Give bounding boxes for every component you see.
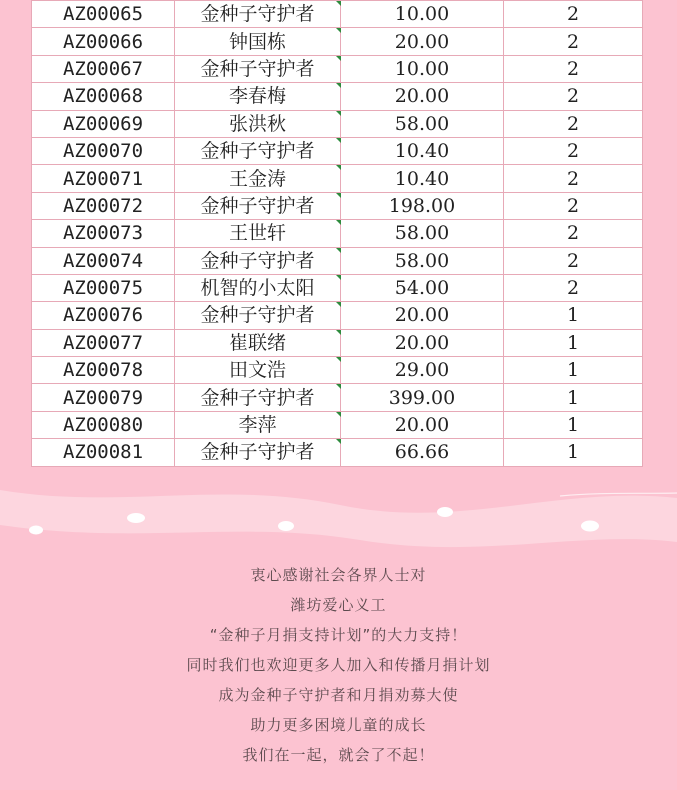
donor-id-cell[interactable] — [32, 247, 175, 274]
count-cell[interactable] — [504, 274, 643, 301]
donor-name-cell-text: 金种子守护者 — [200, 57, 315, 80]
amount-cell-text: 29.00 — [394, 359, 450, 382]
donor-name-cell-text: 王金涛 — [228, 167, 286, 190]
amount-cell[interactable] — [341, 274, 504, 301]
thanks-line-6: 助力更多困境儿童的成长 — [250, 716, 427, 734]
amount-cell[interactable] — [341, 220, 504, 247]
amount-cell-text: 198.00 — [388, 194, 456, 217]
count-cell-text: 2 — [566, 3, 580, 26]
donor-name-cell[interactable] — [175, 247, 341, 274]
table-row — [32, 192, 643, 219]
donor-id-cell[interactable] — [32, 137, 175, 164]
amount-cell-text: 10.00 — [394, 3, 450, 26]
count-cell[interactable] — [504, 439, 643, 466]
count-cell-text: 2 — [566, 85, 580, 108]
donor-id-cell[interactable] — [32, 274, 175, 301]
donor-name-cell[interactable] — [175, 192, 341, 219]
donor-name-cell[interactable] — [175, 165, 341, 192]
sparkle-line — [560, 493, 677, 496]
donor-name-cell[interactable] — [175, 439, 341, 466]
count-cell[interactable] — [504, 411, 643, 438]
amount-cell-text: 66.66 — [394, 441, 450, 464]
thanks-line-1: 衷心感谢社会各界人士对 — [250, 566, 427, 584]
donor-id-cell[interactable] — [32, 411, 175, 438]
donor-name-cell[interactable] — [175, 357, 341, 384]
donor-name-cell-text: 机智的小太阳 — [200, 277, 315, 300]
donor-name-cell[interactable] — [175, 28, 341, 55]
table-row — [32, 357, 643, 384]
donor-name-cell-text: 金种子守护者 — [200, 140, 315, 163]
count-cell[interactable] — [504, 247, 643, 274]
table-row — [32, 55, 643, 82]
donor-id-cell[interactable] — [32, 1, 175, 28]
amount-cell-text: 20.00 — [394, 331, 450, 354]
donor-name-cell[interactable] — [175, 55, 341, 82]
donor-name-cell-text: 金种子守护者 — [200, 441, 315, 464]
donor-name-cell-text: 金种子守护者 — [200, 386, 315, 409]
donor-id-cell-text: AZ00067 — [62, 57, 144, 80]
donor-id-cell-text: AZ00076 — [62, 304, 144, 327]
table-row — [32, 83, 643, 110]
donor-name-cell-text: 金种子守护者 — [200, 249, 315, 272]
donor-id-cell-text: AZ00080 — [62, 414, 144, 437]
donor-name-cell[interactable] — [175, 137, 341, 164]
donor-id-cell[interactable] — [32, 192, 175, 219]
count-cell[interactable] — [504, 28, 643, 55]
amount-cell[interactable] — [341, 110, 504, 137]
donor-name-cell-text: 崔联绪 — [228, 331, 286, 354]
donor-name-cell[interactable] — [175, 1, 341, 28]
amount-cell[interactable] — [341, 55, 504, 82]
donor-name-cell[interactable] — [175, 329, 341, 356]
dot-1 — [29, 526, 43, 535]
table-row — [32, 220, 643, 247]
donor-id-cell[interactable] — [32, 439, 175, 466]
count-cell-text: 1 — [566, 386, 580, 409]
dot-2 — [127, 513, 145, 523]
thanks-line-3: “金种子月捐支持计划”的大力支持！ — [209, 626, 468, 644]
amount-cell[interactable] — [341, 192, 504, 219]
amount-cell-text: 54.00 — [394, 277, 450, 300]
amount-cell-text: 20.00 — [394, 414, 450, 437]
amount-cell[interactable] — [341, 329, 504, 356]
donor-id-cell-text: AZ00078 — [62, 359, 144, 382]
donor-id-cell-text: AZ00075 — [62, 277, 144, 300]
count-cell-text: 2 — [566, 194, 580, 217]
amount-cell[interactable] — [341, 302, 504, 329]
count-cell-text: 1 — [566, 331, 580, 354]
donor-id-cell-text: AZ00077 — [62, 331, 144, 354]
table-row — [32, 439, 643, 466]
dot-3 — [278, 521, 294, 531]
count-cell-text: 2 — [566, 249, 580, 272]
donor-name-cell[interactable] — [175, 302, 341, 329]
count-cell[interactable] — [504, 302, 643, 329]
count-cell-text: 2 — [566, 112, 580, 135]
donor-id-cell-text: AZ00070 — [62, 140, 144, 163]
amount-cell-text: 58.00 — [394, 249, 450, 272]
donor-id-cell[interactable] — [32, 110, 175, 137]
donor-id-cell[interactable] — [32, 165, 175, 192]
donor-id-cell-text: AZ00065 — [62, 3, 144, 26]
thanks-line-7: 我们在一起，就会了不起！ — [242, 746, 435, 764]
thanks-line-2: 潍坊爱心义工 — [290, 596, 387, 614]
donor-name-cell[interactable] — [175, 411, 341, 438]
donor-id-cell-text: AZ00072 — [62, 194, 144, 217]
amount-cell[interactable] — [341, 137, 504, 164]
donor-id-cell[interactable] — [32, 28, 175, 55]
dot-5 — [581, 521, 599, 532]
amount-cell[interactable] — [341, 165, 504, 192]
count-cell-text: 2 — [566, 30, 580, 53]
amount-cell-text: 20.00 — [394, 304, 450, 327]
count-cell-text: 2 — [566, 167, 580, 190]
count-cell-text: 1 — [566, 414, 580, 437]
amount-cell-text: 10.40 — [394, 167, 450, 190]
count-cell[interactable] — [504, 110, 643, 137]
donor-name-cell-text: 李萍 — [238, 414, 277, 437]
count-cell-text: 2 — [566, 57, 580, 80]
amount-cell[interactable] — [341, 1, 504, 28]
donor-id-cell-text: AZ00071 — [62, 167, 144, 190]
table-row — [32, 302, 643, 329]
amount-cell-text: 20.00 — [394, 85, 450, 108]
table-row — [32, 384, 643, 411]
donor-id-cell-text: AZ00079 — [62, 386, 144, 409]
donor-name-cell-text: 田文浩 — [228, 359, 286, 382]
donor-name-cell-text: 王世轩 — [228, 222, 286, 245]
amount-cell[interactable] — [341, 439, 504, 466]
donor-name-cell-text: 金种子守护者 — [200, 304, 315, 327]
table-row — [32, 137, 643, 164]
count-cell[interactable] — [504, 137, 643, 164]
table-row — [32, 28, 643, 55]
count-cell-text: 1 — [566, 441, 580, 464]
table-row — [32, 329, 643, 356]
amount-cell-text: 10.00 — [394, 57, 450, 80]
count-cell[interactable] — [504, 384, 643, 411]
thanks-message — [0, 560, 677, 770]
count-cell-text: 1 — [566, 359, 580, 382]
count-cell-text: 2 — [566, 222, 580, 245]
donor-id-cell-text: AZ00066 — [62, 30, 144, 53]
count-cell-text: 2 — [566, 140, 580, 163]
amount-cell[interactable] — [341, 83, 504, 110]
count-cell[interactable] — [504, 83, 643, 110]
thanks-line-5: 成为金种子守护者和月捐劝募大使 — [218, 686, 459, 704]
donor-name-cell[interactable] — [175, 220, 341, 247]
amount-cell[interactable] — [341, 384, 504, 411]
donor-name-cell-text: 金种子守护者 — [200, 3, 315, 26]
count-cell[interactable] — [504, 192, 643, 219]
count-cell-text: 1 — [566, 304, 580, 327]
donor-name-cell[interactable] — [175, 384, 341, 411]
table-row — [32, 274, 643, 301]
table-row — [32, 247, 643, 274]
donor-id-cell[interactable] — [32, 302, 175, 329]
amount-cell-text: 20.00 — [394, 30, 450, 53]
donor-id-cell-text: AZ00081 — [62, 441, 144, 464]
donor-id-cell[interactable] — [32, 357, 175, 384]
donor-id-cell-text: AZ00069 — [62, 112, 144, 135]
amount-cell-text: 399.00 — [388, 386, 456, 409]
donor-id-cell[interactable] — [32, 220, 175, 247]
amount-cell-text: 58.00 — [394, 112, 450, 135]
donor-name-cell-text: 金种子守护者 — [200, 194, 315, 217]
donor-id-cell-text: AZ00068 — [62, 85, 144, 108]
count-cell[interactable] — [504, 329, 643, 356]
wave-divider — [0, 470, 677, 570]
donor-name-cell-text: 钟国栋 — [228, 30, 286, 53]
amount-cell-text: 58.00 — [394, 222, 450, 245]
table-row — [32, 165, 643, 192]
count-cell[interactable] — [504, 357, 643, 384]
amount-cell[interactable] — [341, 28, 504, 55]
count-cell[interactable] — [504, 55, 643, 82]
thanks-line-4: 同时我们也欢迎更多人加入和传播月捐计划 — [186, 656, 491, 674]
donor-name-cell[interactable] — [175, 274, 341, 301]
amount-cell[interactable] — [341, 357, 504, 384]
count-cell[interactable] — [504, 1, 643, 28]
donor-id-cell-text: AZ00074 — [62, 249, 144, 272]
donor-name-cell[interactable] — [175, 110, 341, 137]
dot-4 — [437, 507, 453, 517]
donation-table — [31, 0, 643, 467]
amount-cell[interactable] — [341, 411, 504, 438]
donor-id-cell[interactable] — [32, 55, 175, 82]
donor-id-cell[interactable] — [32, 329, 175, 356]
count-cell-text: 2 — [566, 277, 580, 300]
amount-cell-text: 10.40 — [394, 140, 450, 163]
table-row — [32, 411, 643, 438]
donor-id-cell[interactable] — [32, 384, 175, 411]
donor-id-cell[interactable] — [32, 83, 175, 110]
donor-id-cell-text: AZ00073 — [62, 222, 144, 245]
count-cell[interactable] — [504, 165, 643, 192]
amount-cell[interactable] — [341, 247, 504, 274]
donor-name-cell[interactable] — [175, 83, 341, 110]
donor-name-cell-text: 张洪秋 — [228, 112, 286, 135]
donor-name-cell-text: 李春梅 — [228, 85, 286, 108]
count-cell[interactable] — [504, 220, 643, 247]
table-row — [32, 110, 643, 137]
table-row — [32, 1, 643, 28]
